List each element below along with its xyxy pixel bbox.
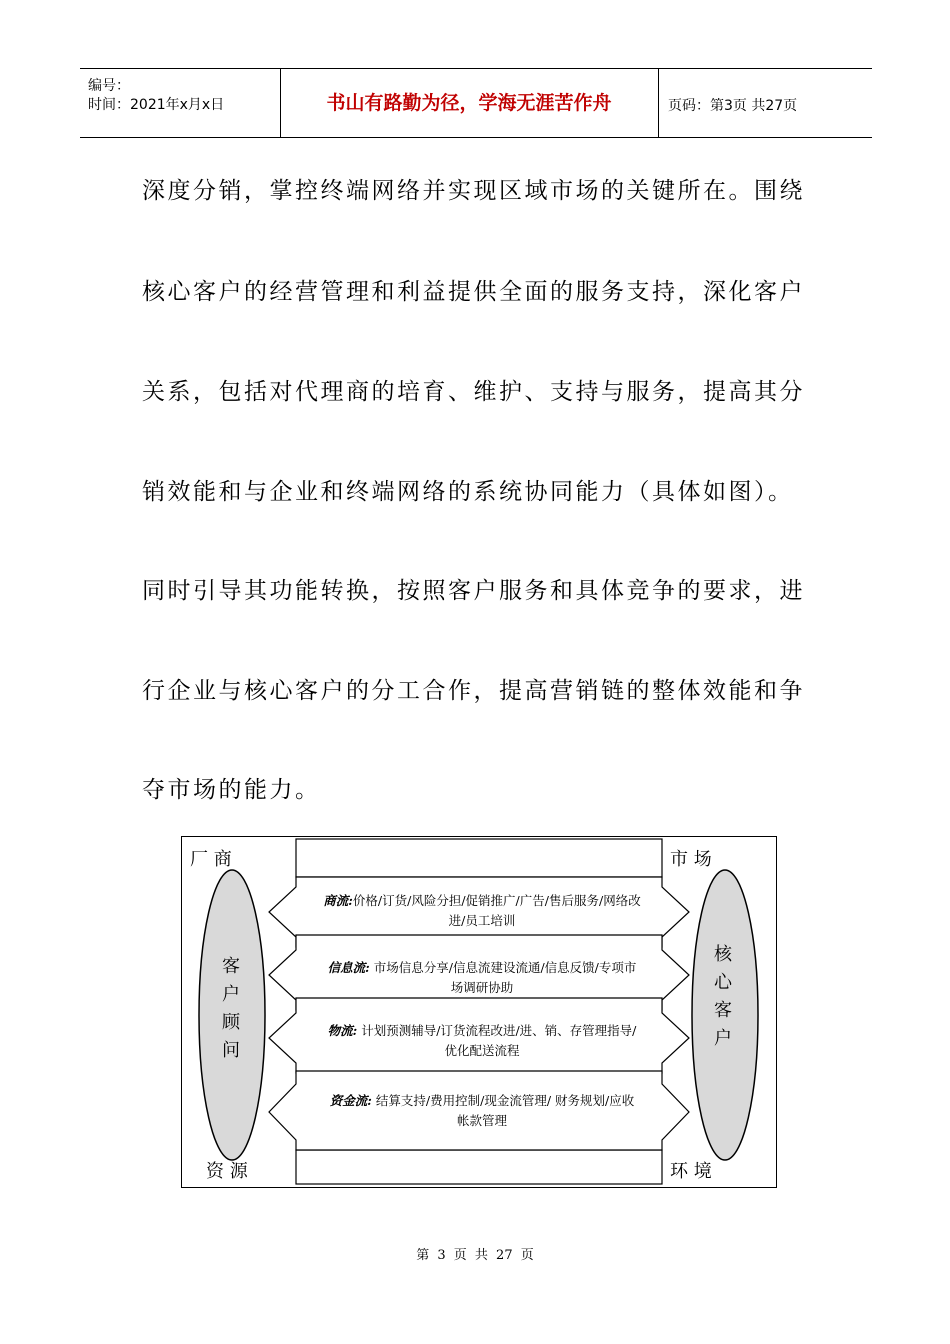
right-ellipse-label: 核 心 客 户: [714, 944, 732, 1049]
document-number: 编号：: [88, 78, 130, 94]
header-page-info: 页码：第3页 共27页: [668, 98, 798, 114]
body-line: 销效能和与企业和终端网络的系统协同能力（具体如图）。: [142, 479, 794, 505]
top-band: [296, 839, 662, 877]
corner-label-resources: 资 源: [206, 1161, 248, 1182]
channel-flow-diagram: [181, 836, 777, 1188]
diagram-shapes: [182, 837, 776, 1187]
body-line: 行企业与核心客户的分工合作，提高营销链的整体效能和争: [142, 678, 805, 704]
page-header: [80, 68, 872, 138]
flow-text-commerce: 商流:价格/订货/风险分担/促销推广/广告/售后服务/网络改 进/员工培训: [323, 893, 641, 928]
flow-text-capital: 资金流: 结算支持/费用控制/现金流管理/ 财务规划/应收 帐款管理: [329, 1093, 635, 1128]
left-ellipse-label: 客 户 顾 问: [222, 956, 240, 1061]
body-line: 同时引导其功能转换，按照客户服务和具体竞争的要求，进: [142, 578, 805, 604]
corner-label-manufacturer: 厂 商: [190, 849, 232, 870]
corner-label-market: 市 场: [670, 849, 712, 870]
page-footer: 第 3 页 共 27 页: [416, 1248, 534, 1263]
body-line: 关系，包括对代理商的培育、维护、支持与服务，提高其分: [142, 379, 805, 405]
corner-label-environment: 环 境: [670, 1161, 712, 1182]
body-line: 核心客户的经营管理和利益提供全面的服务支持，深化客户: [142, 279, 805, 305]
document-date: 时间：2021年x月x日: [88, 97, 225, 113]
flow-text-logistics: 物流: 计划预测辅导/订货流程改进/进、销、存管理指导/ 优化配送流程: [327, 1023, 637, 1058]
body-line: 夺市场的能力。: [142, 777, 321, 803]
flow-text-information: 信息流: 市场信息分享/信息流建设流通/信息反馈/专项市 场调研协助: [327, 960, 637, 995]
bottom-band: [296, 1150, 662, 1184]
body-line: 深度分销，掌控终端网络并实现区域市场的关键所在。围绕: [142, 178, 805, 204]
header-motto: 书山有路勤为径，学海无涯苦作舟: [326, 92, 612, 114]
